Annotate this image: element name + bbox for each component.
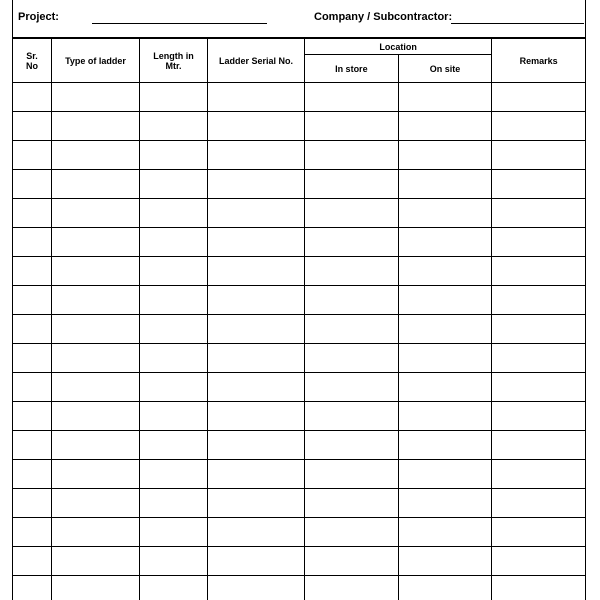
table-cell[interactable] (305, 344, 399, 373)
table-row (13, 518, 586, 547)
table-cell[interactable] (305, 576, 399, 600)
table-cell[interactable] (52, 547, 140, 576)
table-cell[interactable] (208, 460, 305, 489)
table-cell[interactable] (492, 228, 586, 257)
table-cell[interactable] (398, 518, 492, 547)
table-cell[interactable] (52, 344, 140, 373)
project-label: Project: (18, 11, 59, 23)
table-cell[interactable] (208, 199, 305, 228)
table-cell[interactable] (208, 141, 305, 170)
table-cell[interactable] (208, 489, 305, 518)
table-cell[interactable] (140, 431, 208, 460)
table-cell[interactable] (305, 518, 399, 547)
table-cell[interactable] (398, 402, 492, 431)
table-cell[interactable] (52, 141, 140, 170)
table-cell[interactable] (208, 315, 305, 344)
table-cell[interactable] (398, 112, 492, 141)
table-cell[interactable] (398, 170, 492, 199)
table-cell[interactable] (13, 373, 52, 402)
table-cell[interactable] (398, 344, 492, 373)
table-cell[interactable] (13, 83, 52, 112)
table-cell[interactable] (13, 576, 52, 600)
table-cell[interactable] (492, 83, 586, 112)
table-cell[interactable] (398, 83, 492, 112)
table-cell[interactable] (208, 431, 305, 460)
table-cell[interactable] (208, 286, 305, 315)
table-cell[interactable] (52, 228, 140, 257)
table-cell[interactable] (398, 576, 492, 600)
table-cell[interactable] (52, 402, 140, 431)
table-cell[interactable] (13, 199, 52, 228)
table-row (13, 315, 586, 344)
form-header (12, 0, 586, 38)
table-cell[interactable] (13, 402, 52, 431)
table-cell[interactable] (52, 83, 140, 112)
table-cell[interactable] (52, 257, 140, 286)
table-cell[interactable] (13, 112, 52, 141)
table-cell[interactable] (52, 460, 140, 489)
table-cell[interactable] (305, 547, 399, 576)
table-cell[interactable] (398, 286, 492, 315)
table-cell[interactable] (140, 315, 208, 344)
table-cell[interactable] (305, 315, 399, 344)
table-cell[interactable] (398, 431, 492, 460)
table-cell[interactable] (305, 112, 399, 141)
table-cell[interactable] (492, 547, 586, 576)
table-row (13, 141, 586, 170)
table-cell[interactable] (52, 199, 140, 228)
table-cell[interactable] (13, 518, 52, 547)
table-cell[interactable] (398, 199, 492, 228)
table-cell[interactable] (13, 170, 52, 199)
project-field[interactable] (92, 23, 267, 24)
table-cell[interactable] (140, 547, 208, 576)
table-cell[interactable] (208, 257, 305, 286)
table-row (13, 344, 586, 373)
table-cell[interactable] (492, 170, 586, 199)
table-cell[interactable] (52, 112, 140, 141)
table-cell[interactable] (305, 170, 399, 199)
table-row (13, 83, 586, 112)
ladder-table (12, 38, 586, 600)
table-row (13, 489, 586, 518)
table-cell[interactable] (140, 199, 208, 228)
table-cell[interactable] (140, 141, 208, 170)
table-cell[interactable] (305, 373, 399, 402)
table-row (13, 547, 586, 576)
table-cell[interactable] (398, 489, 492, 518)
table-cell[interactable] (13, 286, 52, 315)
table-cell[interactable] (305, 83, 399, 112)
table-cell[interactable] (52, 373, 140, 402)
col-length-line2: Mtr. (165, 60, 182, 71)
table-cell[interactable] (492, 431, 586, 460)
table-cell[interactable] (305, 431, 399, 460)
table-cell[interactable] (398, 547, 492, 576)
table-cell[interactable] (140, 344, 208, 373)
table-cell[interactable] (492, 141, 586, 170)
table-cell[interactable] (492, 518, 586, 547)
table-cell[interactable] (13, 315, 52, 344)
table-cell[interactable] (140, 170, 208, 199)
table-cell[interactable] (492, 315, 586, 344)
table-cell[interactable] (398, 141, 492, 170)
table-cell[interactable] (52, 489, 140, 518)
table-cell[interactable] (208, 228, 305, 257)
table-cell[interactable] (140, 257, 208, 286)
table-cell[interactable] (398, 228, 492, 257)
table-cell[interactable] (52, 431, 140, 460)
table-cell[interactable] (305, 257, 399, 286)
table-row (13, 257, 586, 286)
table-cell[interactable] (208, 518, 305, 547)
col-sr-no-line1: Sr. (26, 50, 38, 61)
table-row (13, 460, 586, 489)
table-cell[interactable] (208, 576, 305, 600)
table-cell[interactable] (398, 315, 492, 344)
table-cell[interactable] (492, 112, 586, 141)
table-row (13, 228, 586, 257)
table-cell[interactable] (492, 344, 586, 373)
table-cell[interactable] (140, 83, 208, 112)
col-serial-no: Ladder Serial No. (208, 39, 305, 83)
col-length (140, 39, 208, 83)
company-label: Company / Subcontractor: (314, 11, 453, 23)
table-cell[interactable] (492, 489, 586, 518)
table-cell[interactable] (492, 257, 586, 286)
col-location: Location (305, 39, 492, 55)
col-remarks: Remarks (492, 39, 586, 83)
table-cell[interactable] (13, 547, 52, 576)
table-row (13, 286, 586, 315)
table-row (13, 199, 586, 228)
table-cell[interactable] (13, 344, 52, 373)
table-cell[interactable] (140, 402, 208, 431)
table-cell[interactable] (305, 228, 399, 257)
table-cell[interactable] (305, 199, 399, 228)
table-row (13, 373, 586, 402)
table-cell[interactable] (13, 431, 52, 460)
table-cell[interactable] (208, 547, 305, 576)
table-cell[interactable] (52, 315, 140, 344)
table-cell[interactable] (305, 460, 399, 489)
col-on-site: On site (398, 55, 492, 83)
table-cell[interactable] (208, 402, 305, 431)
company-field[interactable] (451, 23, 584, 24)
table-cell[interactable] (13, 460, 52, 489)
table-cell[interactable] (52, 170, 140, 199)
table-cell[interactable] (13, 257, 52, 286)
table-cell[interactable] (492, 460, 586, 489)
table-cell[interactable] (208, 373, 305, 402)
table-row (13, 112, 586, 141)
table-cell[interactable] (492, 373, 586, 402)
table-cell[interactable] (398, 257, 492, 286)
table-cell[interactable] (305, 286, 399, 315)
table-cell[interactable] (140, 489, 208, 518)
table-cell[interactable] (398, 373, 492, 402)
table-row (13, 431, 586, 460)
table-cell[interactable] (13, 228, 52, 257)
table-cell[interactable] (140, 460, 208, 489)
table-cell[interactable] (52, 576, 140, 600)
table-cell[interactable] (140, 518, 208, 547)
table-cell[interactable] (305, 489, 399, 518)
table-cell[interactable] (140, 576, 208, 600)
col-in-store: In store (305, 55, 399, 83)
table-cell[interactable] (492, 286, 586, 315)
col-type-of-ladder: Type of ladder (52, 39, 140, 83)
table-cell[interactable] (13, 489, 52, 518)
table-cell[interactable] (140, 373, 208, 402)
table-cell[interactable] (305, 141, 399, 170)
table-cell[interactable] (140, 228, 208, 257)
table-cell[interactable] (140, 286, 208, 315)
table-row (13, 576, 586, 600)
table-cell[interactable] (13, 141, 52, 170)
table-header (13, 39, 586, 83)
table-cell[interactable] (305, 402, 399, 431)
table-cell[interactable] (492, 402, 586, 431)
col-sr-no-line2: No (26, 60, 38, 71)
table-cell[interactable] (140, 112, 208, 141)
table-cell[interactable] (52, 518, 140, 547)
table-cell[interactable] (52, 286, 140, 315)
col-length-line1: Length in (153, 50, 194, 61)
table-body (13, 83, 586, 600)
table-cell[interactable] (492, 576, 586, 600)
col-sr-no (13, 39, 52, 83)
table-cell[interactable] (208, 170, 305, 199)
table-cell[interactable] (208, 344, 305, 373)
table-row (13, 402, 586, 431)
table-cell[interactable] (208, 83, 305, 112)
table-cell[interactable] (398, 460, 492, 489)
table-row (13, 170, 586, 199)
table-cell[interactable] (208, 112, 305, 141)
table-cell[interactable] (492, 199, 586, 228)
